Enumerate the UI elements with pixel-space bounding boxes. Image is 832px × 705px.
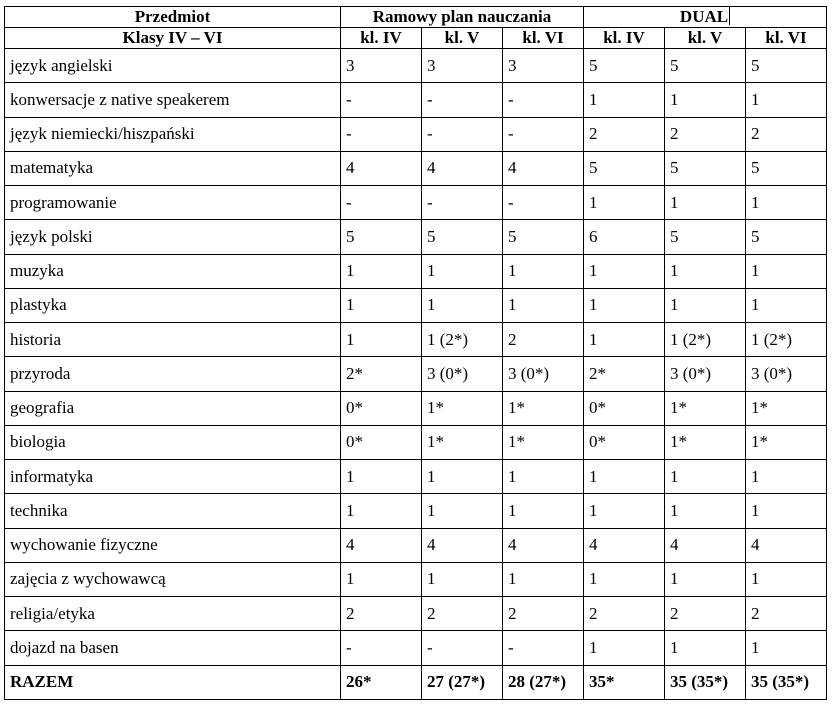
- hours-cell: 5: [746, 49, 827, 83]
- hours-cell: 1: [503, 494, 584, 528]
- hours-cell: -: [422, 631, 503, 665]
- col-header: kl. IV: [584, 28, 665, 49]
- hours-cell: 4: [341, 151, 422, 185]
- hours-cell: 1: [746, 494, 827, 528]
- hours-cell: 5: [503, 220, 584, 254]
- text-cursor: [729, 7, 730, 25]
- hours-cell: 1: [341, 494, 422, 528]
- hours-cell: 2: [584, 597, 665, 631]
- hours-cell: 1: [503, 562, 584, 596]
- subject-cell: religia/etyka: [5, 597, 341, 631]
- hours-cell: 1: [665, 562, 746, 596]
- hours-cell: 1*: [503, 391, 584, 425]
- hours-cell: 1: [665, 494, 746, 528]
- total-value-cell: 26*: [341, 665, 422, 700]
- col-header: kl. V: [422, 28, 503, 49]
- hours-cell: 0*: [341, 425, 422, 459]
- table-row: [5, 117, 827, 151]
- hours-cell: 3: [503, 49, 584, 83]
- subject-cell: programowanie: [5, 186, 341, 220]
- hours-cell: 1*: [746, 391, 827, 425]
- hours-cell: 1: [341, 254, 422, 288]
- hours-cell: 1: [746, 631, 827, 665]
- subject-cell: biologia: [5, 425, 341, 459]
- subject-cell: wychowanie fizyczne: [5, 528, 341, 562]
- table-row: [5, 220, 827, 254]
- hours-cell: 1: [584, 288, 665, 322]
- table-row: [5, 631, 827, 665]
- table-row: [5, 49, 827, 83]
- hours-cell: 1: [422, 254, 503, 288]
- table-row: [5, 425, 827, 459]
- table-row: [5, 288, 827, 322]
- hours-cell: 4: [503, 528, 584, 562]
- hours-cell: -: [422, 117, 503, 151]
- hours-cell: 1: [341, 323, 422, 357]
- hours-cell: -: [341, 631, 422, 665]
- subject-cell: plastyka: [5, 288, 341, 322]
- hours-cell: 1: [746, 562, 827, 596]
- total-label: RAZEM: [5, 665, 341, 700]
- header-row-groups: [5, 7, 827, 28]
- hours-cell: -: [422, 83, 503, 117]
- subject-cell: zajęcia z wychowawcą: [5, 562, 341, 596]
- hours-cell: 1: [584, 562, 665, 596]
- hours-cell: -: [341, 186, 422, 220]
- hours-cell: -: [503, 117, 584, 151]
- subject-cell: muzyka: [5, 254, 341, 288]
- hours-cell: -: [422, 186, 503, 220]
- subject-cell: historia: [5, 323, 341, 357]
- hours-cell: 1: [584, 631, 665, 665]
- hours-cell: 1: [584, 494, 665, 528]
- hours-cell: 1: [503, 254, 584, 288]
- hours-cell: 2: [746, 597, 827, 631]
- hours-cell: 1: [584, 186, 665, 220]
- table-row: [5, 597, 827, 631]
- table-row: [5, 460, 827, 494]
- hours-cell: 5: [665, 220, 746, 254]
- table-row: [5, 528, 827, 562]
- hours-cell: 5: [341, 220, 422, 254]
- hours-cell: 1: [746, 288, 827, 322]
- hours-cell: 1: [422, 562, 503, 596]
- hours-cell: 4: [665, 528, 746, 562]
- hours-cell: 1: [422, 494, 503, 528]
- hours-cell: 2: [665, 117, 746, 151]
- total-value-cell: 28 (27*): [503, 665, 584, 700]
- table-row: [5, 391, 827, 425]
- hours-cell: -: [341, 83, 422, 117]
- hours-cell: 4: [584, 528, 665, 562]
- hours-cell: 0*: [584, 391, 665, 425]
- hours-cell: 2: [422, 597, 503, 631]
- hours-cell: -: [503, 631, 584, 665]
- hours-cell: 1: [746, 83, 827, 117]
- hours-cell: 5: [746, 220, 827, 254]
- hours-cell: 1: [584, 254, 665, 288]
- total-value-cell: 27 (27*): [422, 665, 503, 700]
- hours-cell: 2: [341, 597, 422, 631]
- hours-cell: 1*: [746, 425, 827, 459]
- hours-cell: 4: [422, 151, 503, 185]
- hours-cell: -: [503, 186, 584, 220]
- col-header: kl. IV: [341, 28, 422, 49]
- hours-cell: 0*: [341, 391, 422, 425]
- total-value-cell: 35*: [584, 665, 665, 700]
- hours-cell: 2: [746, 117, 827, 151]
- hours-cell: 1: [584, 460, 665, 494]
- ramowy-header: Ramowy plan nauczania: [341, 7, 584, 28]
- hours-cell: 1: [341, 562, 422, 596]
- hours-cell: 4: [341, 528, 422, 562]
- hours-cell: 1: [665, 186, 746, 220]
- hours-cell: 4: [422, 528, 503, 562]
- hours-cell: 2: [665, 597, 746, 631]
- classes-header: Klasy IV – VI: [5, 28, 341, 49]
- subject-cell: język polski: [5, 220, 341, 254]
- hours-cell: 1: [341, 460, 422, 494]
- col-header: kl. VI: [503, 28, 584, 49]
- hours-cell: 1 (2*): [665, 323, 746, 357]
- hours-cell: 1: [665, 254, 746, 288]
- hours-cell: 1: [341, 288, 422, 322]
- col-header: kl. V: [665, 28, 746, 49]
- hours-cell: 2*: [341, 357, 422, 391]
- hours-cell: 2: [584, 117, 665, 151]
- hours-cell: 1: [746, 460, 827, 494]
- total-value-cell: 35 (35*): [665, 665, 746, 700]
- table-row: [5, 151, 827, 185]
- hours-cell: 2: [503, 597, 584, 631]
- hours-cell: 0*: [584, 425, 665, 459]
- hours-cell: 1: [665, 83, 746, 117]
- hours-cell: 1: [584, 323, 665, 357]
- hours-cell: 3: [422, 49, 503, 83]
- hours-cell: 1*: [422, 391, 503, 425]
- hours-cell: 1: [503, 460, 584, 494]
- subject-cell: konwersacje z native speakerem: [5, 83, 341, 117]
- table-body: [5, 49, 827, 700]
- hours-cell: 5: [746, 151, 827, 185]
- hours-cell: 1: [665, 460, 746, 494]
- total-value-cell: 35 (35*): [746, 665, 827, 700]
- hours-cell: 1: [746, 254, 827, 288]
- table-row: [5, 357, 827, 391]
- table-row: [5, 562, 827, 596]
- hours-cell: 2: [503, 323, 584, 357]
- hours-cell: 4: [503, 151, 584, 185]
- dual-header[interactable]: [584, 7, 827, 28]
- hours-cell: 3 (0*): [665, 357, 746, 391]
- hours-cell: 1*: [665, 425, 746, 459]
- hours-cell: -: [341, 117, 422, 151]
- subject-header: Przedmiot: [5, 7, 341, 28]
- hours-cell: 1 (2*): [422, 323, 503, 357]
- table-row: [5, 254, 827, 288]
- hours-cell: 3: [341, 49, 422, 83]
- subject-cell: dojazd na basen: [5, 631, 341, 665]
- hours-cell: 2*: [584, 357, 665, 391]
- hours-cell: 1*: [422, 425, 503, 459]
- subject-cell: język angielski: [5, 49, 341, 83]
- hours-cell: 5: [584, 49, 665, 83]
- hours-cell: 4: [746, 528, 827, 562]
- curriculum-table: [4, 6, 827, 700]
- subject-cell: język niemiecki/hiszpański: [5, 117, 341, 151]
- hours-cell: 5: [422, 220, 503, 254]
- hours-cell: 1: [503, 288, 584, 322]
- header-row-classes: [5, 28, 827, 49]
- table-row: [5, 186, 827, 220]
- hours-cell: 1 (2*): [746, 323, 827, 357]
- hours-cell: 3 (0*): [422, 357, 503, 391]
- hours-cell: 1*: [665, 391, 746, 425]
- hours-cell: 1: [584, 83, 665, 117]
- hours-cell: 5: [665, 151, 746, 185]
- hours-cell: 3 (0*): [746, 357, 827, 391]
- table-row: [5, 83, 827, 117]
- hours-cell: 6: [584, 220, 665, 254]
- subject-cell: geografia: [5, 391, 341, 425]
- col-header: kl. VI: [746, 28, 827, 49]
- hours-cell: 1: [422, 288, 503, 322]
- table-row: [5, 494, 827, 528]
- hours-cell: 1: [665, 288, 746, 322]
- total-row: [5, 665, 827, 700]
- hours-cell: 5: [665, 49, 746, 83]
- subject-cell: informatyka: [5, 460, 341, 494]
- hours-cell: -: [503, 83, 584, 117]
- hours-cell: 1*: [503, 425, 584, 459]
- hours-cell: 3 (0*): [503, 357, 584, 391]
- hours-cell: 1: [746, 186, 827, 220]
- subject-cell: przyroda: [5, 357, 341, 391]
- hours-cell: 5: [584, 151, 665, 185]
- table-row: [5, 323, 827, 357]
- hours-cell: 1: [665, 631, 746, 665]
- dual-header-label: DUAL: [679, 7, 729, 26]
- subject-cell: matematyka: [5, 151, 341, 185]
- subject-cell: technika: [5, 494, 341, 528]
- hours-cell: 1: [422, 460, 503, 494]
